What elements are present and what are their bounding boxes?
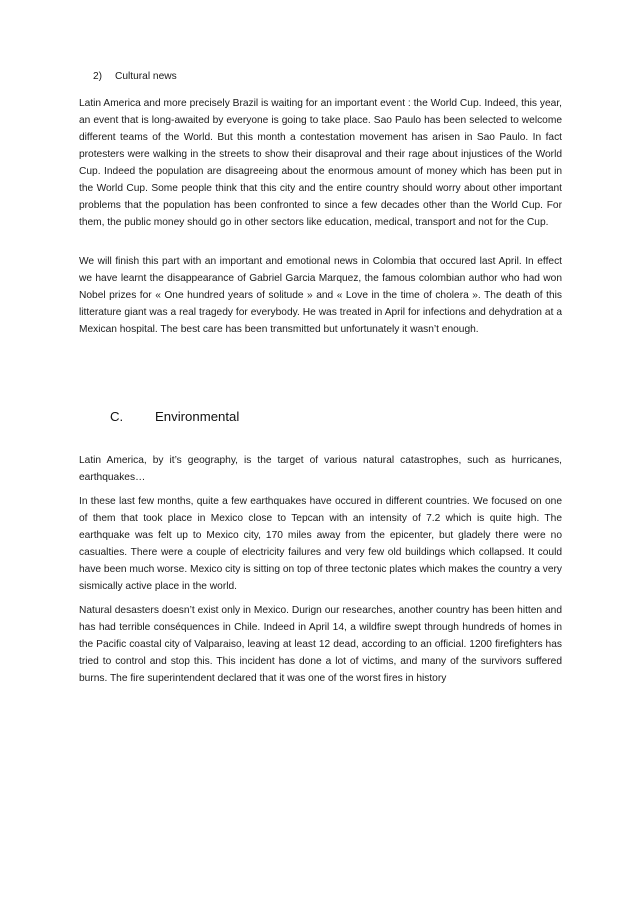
section-letter: C. bbox=[110, 409, 124, 424]
section-heading-environmental bbox=[110, 408, 239, 426]
paragraph-garcia-marquez: We will finish this part with an important and emotional news in Colombia that occured last April. In effect we have learnt the disappearance of Gabriel Garcia Marquez, the famous colombian author who had won Nobel prizes for « One hundred years of solitude » and « Love in the time of cholera ». The death of this litterature giant was a real tragedy for everybody. He was treated in April for infections and dehydration at a Mexican hospital. The best care has been transmitted but unfortunately it wasn’t enough. bbox=[79, 256, 562, 335]
paragraph-geography: Latin America, by it’s geography, is the target of various natural catastrophes, such as hurricanes, earthquakes… bbox=[79, 455, 562, 483]
paragraph-chile-wildfire: Natural desasters doesn’t exist only in Mexico. Durign our researches, another country has been hitten and has had terrible conséquences in Chile. Indeed in April 14, a wildfire swept through hundreds of homes in the Pacific coastal city of Valparaiso, leaving at least 12 dead, according to an official. 1200 firefighters has tried to control and stop this. This incident has done a lot of victims, and many of the survivors suffered burns. The fire superintendent declared that it was one of the worst fires in history bbox=[79, 605, 562, 684]
environmental-section bbox=[79, 452, 562, 694]
subsection-heading-cultural-news bbox=[93, 70, 562, 84]
section-title: Environmental bbox=[155, 409, 240, 424]
paragraph-earthquakes: In these last few months, quite a few earthquakes have occured in different countries. We focused on one of them that took place in Mexico close to Tepcan with an intensity of 7.2 which is quite high. The earthquake was felt up to Mexico city, 170 miles away from the epicenter, but gladely there were no casualties. There were a couple of electricity failures and very few old buildings which collapsed. It could have been much worse. Mexico city is sitting on top of three tectonic plates which makes the country a very sismically active place in the world. bbox=[79, 496, 563, 592]
subsection-number: 2) bbox=[93, 71, 103, 82]
subsection-title: Cultural news bbox=[115, 71, 177, 82]
paragraph-world-cup: Latin America and more precisely Brazil is waiting for an important event : the World Cup. Indeed, this year, an event that is long-awaited by everyone is going to take place. Sao Paulo has been selected to welcome different teams of the World. But this month a contestation movement has arisen in Sao Paulo. In fact protesters were walking in the streets to show their disaproval and their rage about injustices of the World Cup. Indeed the population are disagreeing about the enormous amount of money which has been put in the World Cup. Some people think that this city and the entire country should worry about other important problems that the population has been confronted to since a few decades other than the World Cup. For them, the public money should go in other sectors like education, medical, transport and not for the Cup. bbox=[79, 98, 562, 228]
cultural-news-section bbox=[79, 70, 562, 338]
